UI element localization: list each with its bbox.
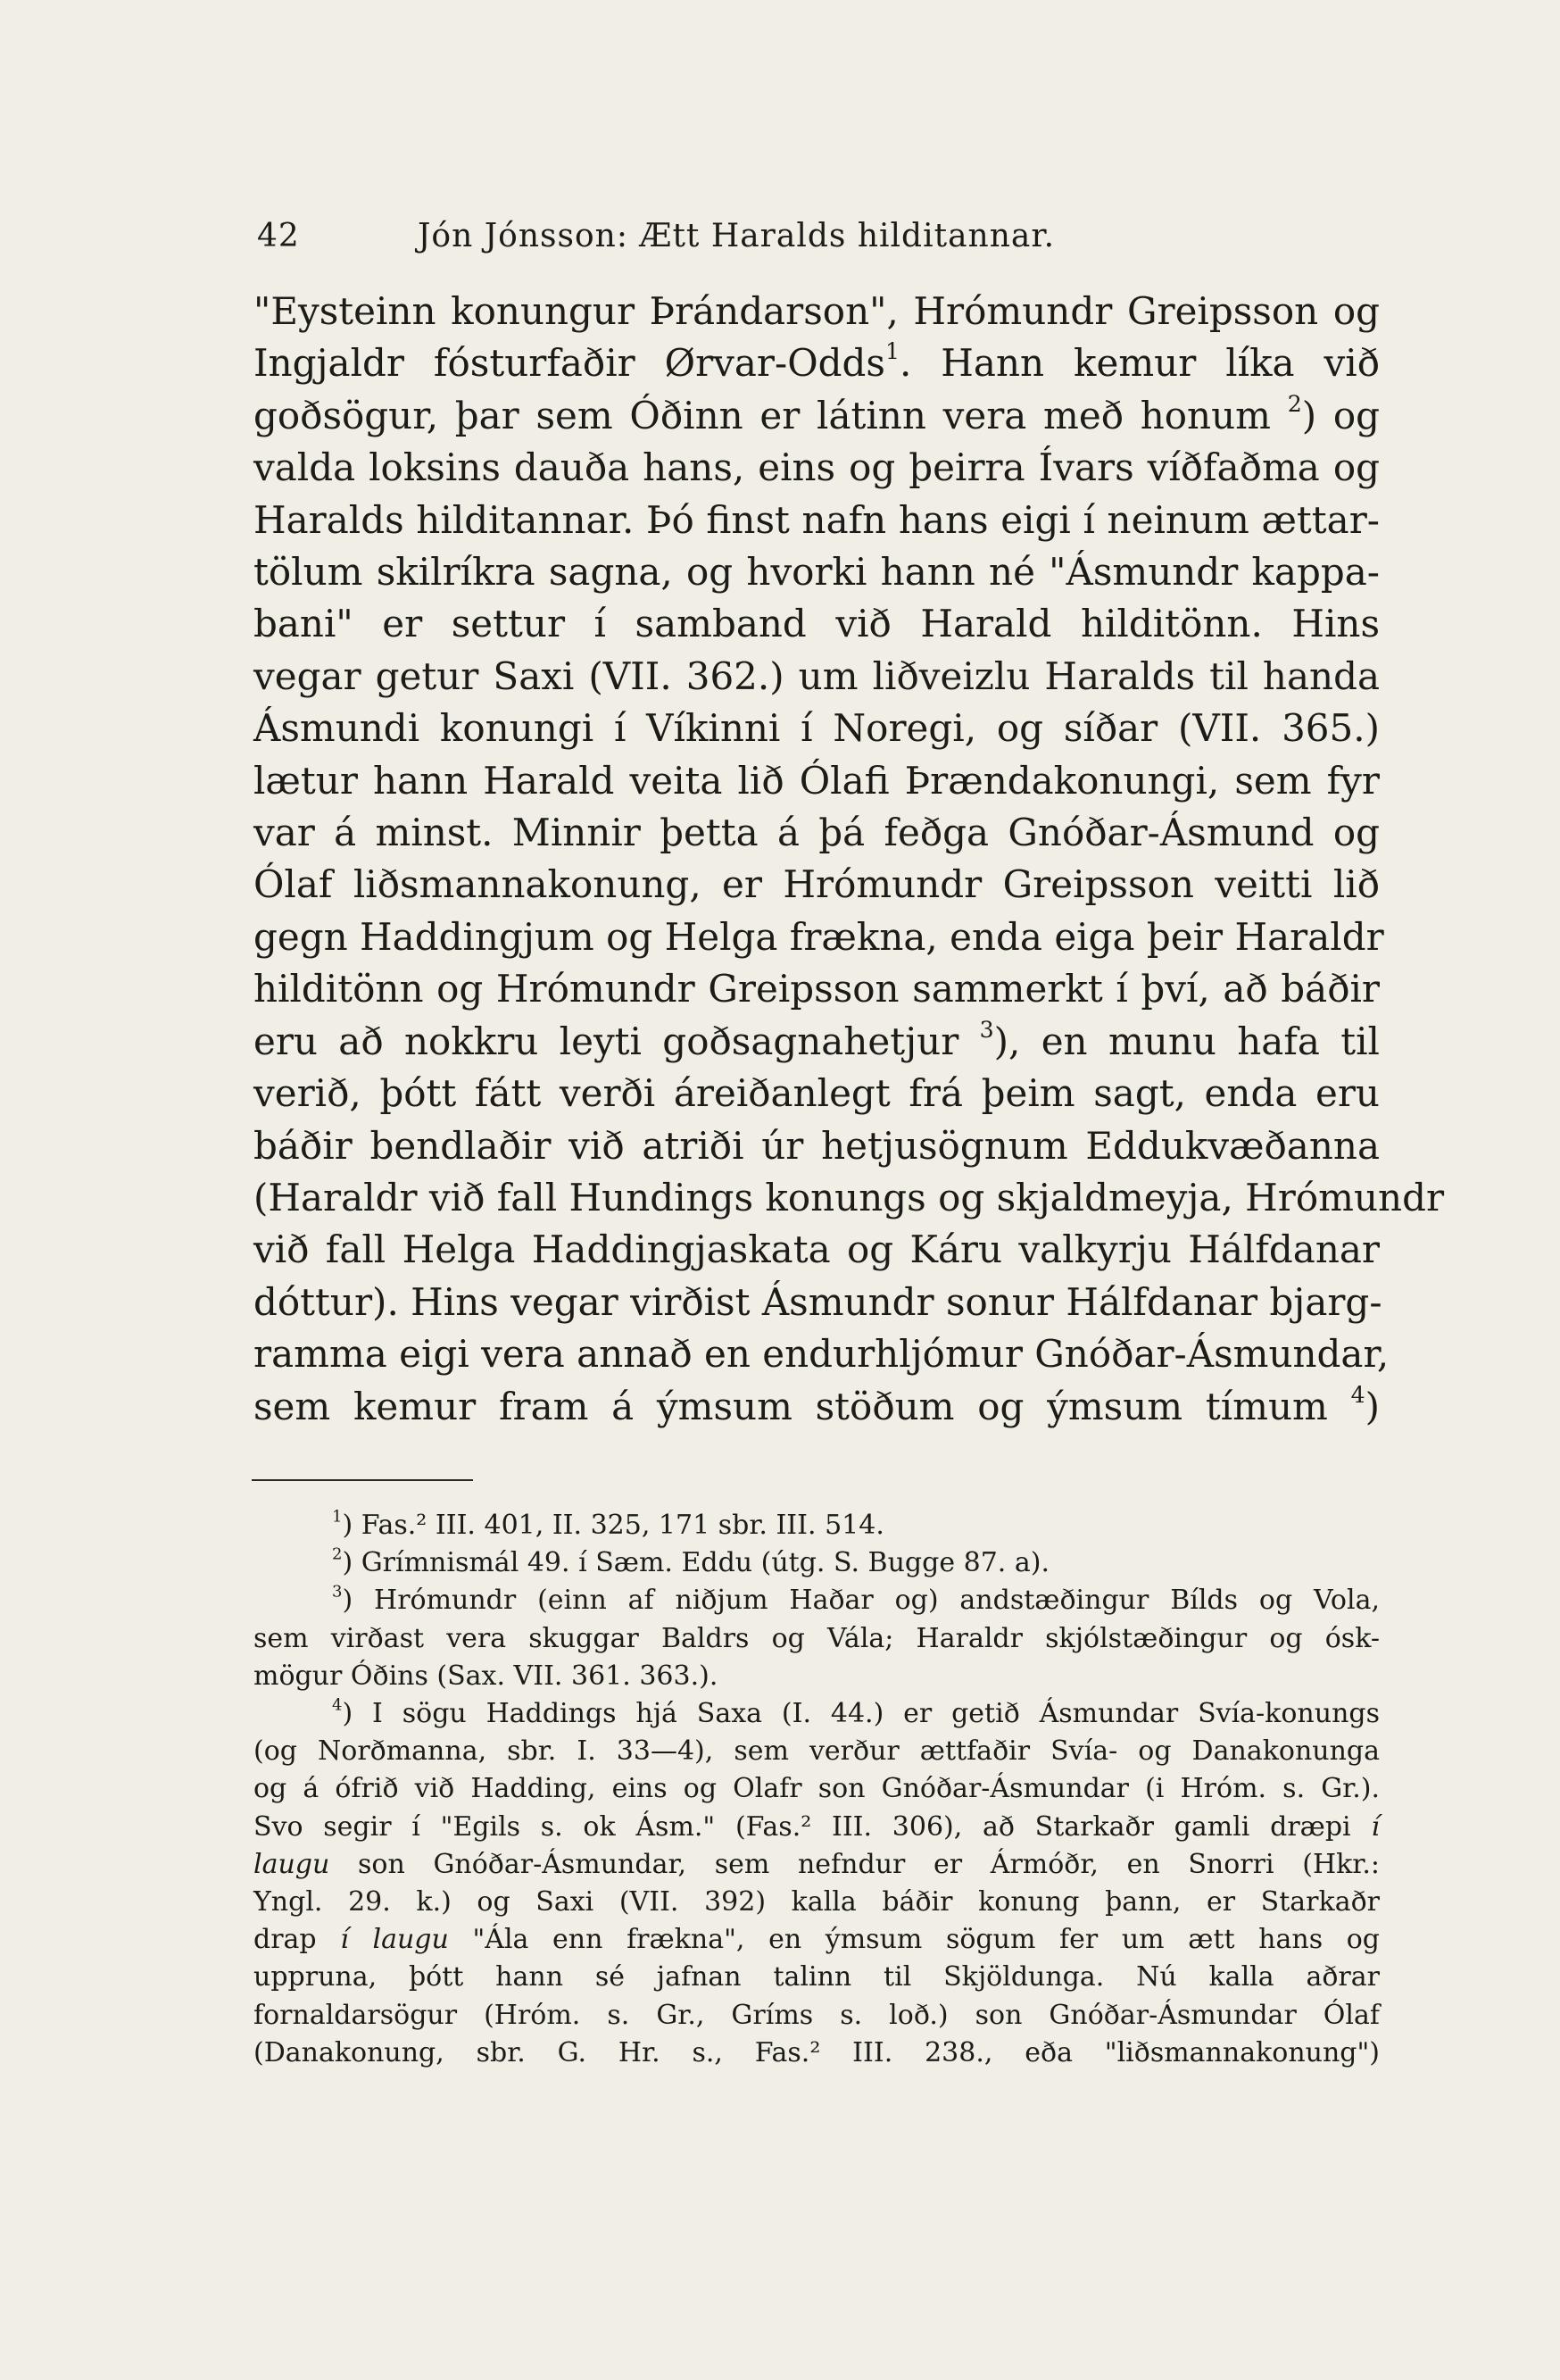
running-head <box>257 218 1382 254</box>
text-line: báðir bendlaðir við atriði úr hetjusögnum Eddukvæðanna <box>253 1123 1380 1168</box>
text-line: Ingjaldr fósturfaðir Ørvar-Odds$^1$. Hann kemur líka við <box>253 338 1380 386</box>
text-line: gegn Haddingjum og Helga frækna, enda eiga þeir Haraldr <box>253 914 1384 959</box>
text-line: ramma eigi vera annað en endurhljómur Gnóðar-Ásmundar, <box>253 1332 1390 1377</box>
footnote-divider <box>252 1479 473 1481</box>
footnote-line: og á ófrið við Hadding, eins og Olafr son Gnóðar-Ásmundar (i Hróm. s. Gr.). <box>253 1773 1380 1805</box>
footnote-line: drap í laugu "Ála enn frækna", en ýmsum sögum fer um ætt hans og <box>253 1924 1380 1956</box>
text-line: valda loksins dauða hans, eins og þeirra Ívars víðfaðma og <box>253 445 1380 490</box>
text-line: eru að nokkru leyti goðsagnahetjur $^3$), en munu hafa til <box>253 1016 1380 1063</box>
text-line: (Haraldr við fall Hundings konungs og skjaldmeyja, Hrómundr <box>253 1175 1445 1219</box>
text-line: sem kemur fram á ýmsum stöðum og ýmsum tímum $^4$) <box>253 1381 1381 1428</box>
footnote-3: $^3$) Hrómundr (einn af niðjum Haðar og) andstæðingur Bílds og Vola, <box>332 1582 1380 1617</box>
text-line: við fall Helga Haddingjaskata og Káru valkyrju Hálfdanar <box>253 1227 1380 1272</box>
text-line: Ólaf liðsmannakonung, er Hrómundr Greipsson veitti lið <box>253 862 1380 907</box>
text-line: dóttur). Hins vegar virðist Ásmundr sonur Hálfdanar bjarg- <box>253 1279 1382 1324</box>
text-line: "Eysteinn konungur Þrándarson", Hrómundr Greipsson og <box>253 289 1380 333</box>
text-line: verið, þótt fátt verði áreiðanlegt frá þeim sagt, enda eru <box>253 1071 1380 1116</box>
footnote-line: (og Norðmanna, sbr. I. 33—4), sem verður ættfaðir Svía- og Danakonunga <box>253 1735 1380 1768</box>
footnote-line: laugu son Gnóðar-Ásmundar, sem nefndur er Ármóðr, en Snorri (Hkr.: <box>253 1848 1380 1880</box>
footnote-4: $^4$) I sögu Haddings hjá Saxa (I. 44.) er getið Ásmundar Svía-konungs <box>332 1695 1380 1730</box>
footnote-ref[interactable]: 3 <box>979 1016 994 1043</box>
text-line: Ásmundi konungi í Víkinni í Noregi, og síðar (VII. 365.) <box>253 706 1380 751</box>
text-line: bani" er settur í samband við Harald hilditönn. Hins <box>253 602 1380 646</box>
text-line: var á minst. Minnir þetta á þá feðga Gnóðar-Ásmund og <box>253 811 1380 855</box>
text-line: goðsögur, þar sem Óðinn er látinn vera með honum $^2$) og <box>253 390 1380 437</box>
text-line: hilditönn og Hrómundr Greipsson sammerkt í því, að báðir <box>253 967 1380 1011</box>
footnote-line: Svo segir í "Egils s. ok Ásm." (Fas.² III. 306), að Starkaðr gamli dræpi í <box>253 1810 1380 1843</box>
body-text <box>253 286 1445 1433</box>
page-number: 42 <box>257 218 300 254</box>
footnote-ref[interactable]: 2 <box>1287 390 1302 417</box>
footnote-ref[interactable]: 1 <box>884 338 900 365</box>
footnote-line: mögur Óðins (Sax. VII. 361. 363.). <box>253 1660 718 1692</box>
footnote-line: uppruna, þótt hann sé jafnan talinn til Skjöldunga. Nú kalla aðrar <box>253 1961 1380 1993</box>
text-line: Haralds hilditannar. Þó finst nafn hans eigi í neinum ættar- <box>253 497 1380 542</box>
text-line: vegar getur Saxi (VII. 362.) um liðveizlu Haralds til handa <box>253 653 1380 698</box>
footnote-ref[interactable]: 4 <box>1350 1381 1365 1408</box>
footnote-line: sem virðast vera skuggar Baldrs og Vála; Haraldr skjólstæðingur og ósk- <box>253 1622 1380 1654</box>
footnote-1: $^1$) Fas.² III. 401, II. 325, 171 sbr. III. 514. <box>332 1507 884 1541</box>
footnote-2: $^2$) Grímnismál 49. í Sæm. Eddu (útg. S. Bugge 87. a). <box>332 1544 1050 1579</box>
text-line: tölum skilríkra sagna, og hvorki hann né "Ásmundr kappa- <box>253 550 1380 595</box>
running-title: Jón Jónsson: Ætt Haralds hilditannar. <box>418 218 1056 254</box>
footnote-line: Yngl. 29. k.) og Saxi (VII. 392) kalla báðir konung þann, er Starkaðr <box>253 1886 1380 1918</box>
footnote-line: (Danakonung, sbr. G. Hr. s., Fas.² III. 238., eða "liðsmannakonung") <box>253 2036 1380 2068</box>
footnote-line: fornaldarsögur (Hróm. s. Gr., Gríms s. loð.) son Gnóðar-Ásmundar Ólaf <box>253 1999 1380 2031</box>
footnotes <box>253 1507 1380 2072</box>
text-line: lætur hann Harald veita lið Ólafi Þrændakonungi, sem fyr <box>253 758 1380 803</box>
